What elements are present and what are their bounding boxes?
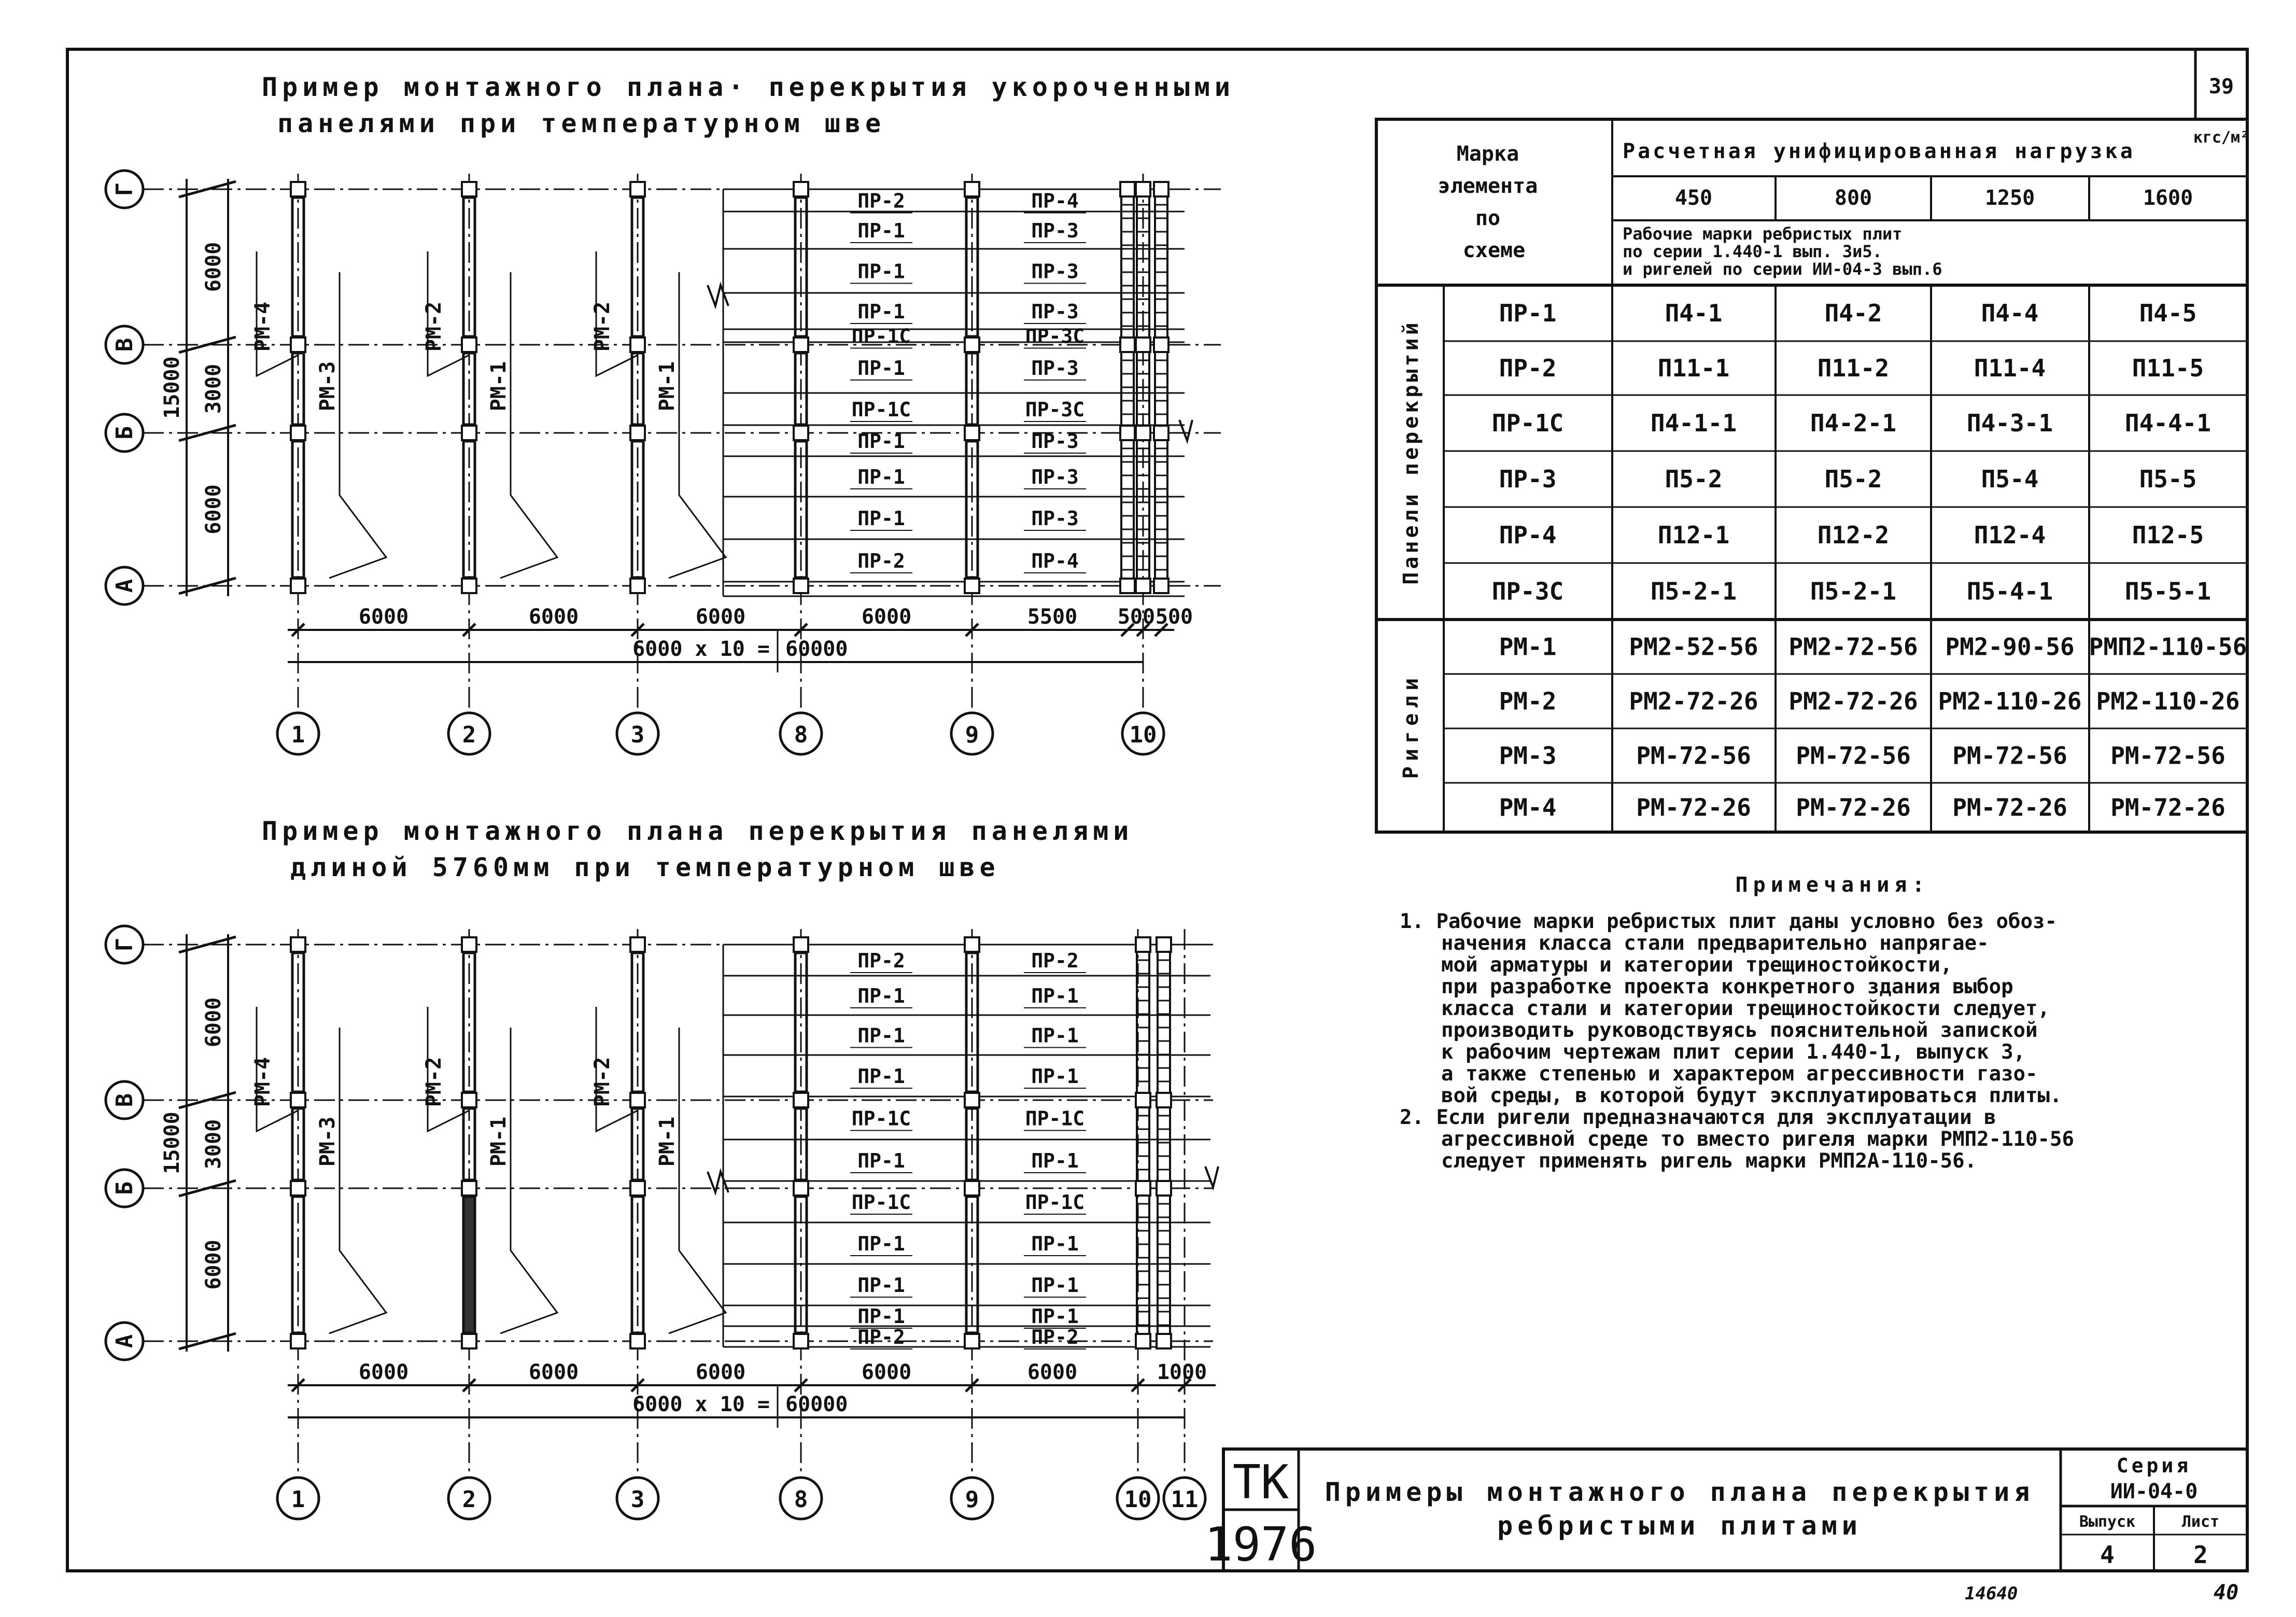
beam-label: РМ-2 (422, 301, 446, 352)
slab-label: ПР-3 (1031, 466, 1079, 488)
table-cell: П11-2 (1817, 354, 1890, 382)
note-line: агрессивной среде то вместо ригеля марки РМП2-110-56 (1441, 1128, 2074, 1151)
slab-label: ПР-1 (1031, 1274, 1079, 1297)
stamp-org: ТК (1232, 1455, 1289, 1510)
table-cell: П11-1 (1657, 354, 1730, 382)
slab-label: ПР-3 (1031, 507, 1079, 530)
slab-label: ПР-1 (857, 219, 905, 242)
slab-label: ПР-1 (857, 300, 905, 323)
notes-heading: Примечания: (1735, 873, 1930, 897)
table-cell: П11-5 (2132, 354, 2204, 382)
stamp-issue-value: 4 (2100, 1541, 2115, 1569)
slab-label: ПР-1 (857, 507, 905, 530)
stamp-title-line2: ребристыми плитами (1497, 1511, 1862, 1541)
table-cell: РМ-72-56 (1636, 741, 1751, 770)
note-line: мой арматуры и категории трещиностойкости, (1441, 953, 1953, 977)
stamp-title-line1: Примеры монтажного плана перекрытия (1325, 1477, 2035, 1507)
beam-label: РМ-3 (316, 1116, 340, 1167)
note-line: при разработке проекта конкретного здания выбор (1441, 975, 2013, 999)
beam-label: РМ-1 (487, 361, 511, 412)
vertical-dimension: 6000 (202, 997, 226, 1048)
table-cell: П5-5-1 (2124, 577, 2212, 606)
table-row-mark: ПР-2 (1499, 354, 1557, 382)
table-rows (1492, 299, 2247, 822)
load-800: 800 (1834, 186, 1872, 210)
note-line: к рабочим чертежам плит серии 1.440-1, выпуск 3, (1441, 1040, 2026, 1064)
horizontal-dimension: 500 (1155, 605, 1193, 629)
plan-2 (106, 816, 1218, 1519)
stamp-year: 1976 (1204, 1517, 1317, 1572)
slab-label: ПР-3 (1031, 300, 1079, 323)
table-cell: П4-2-1 (1810, 409, 1897, 437)
slab-label: ПР-1 (857, 357, 905, 379)
beam-label: РМ-4 (251, 301, 275, 352)
horizontal-dimension: 6000 (358, 605, 409, 629)
table-cell: РМ-72-26 (1636, 793, 1751, 822)
horizontal-dimension: 5500 (1027, 605, 1078, 629)
slab-label: ПР-3 (1031, 260, 1079, 283)
table-cell: П4-3-1 (1966, 409, 2053, 437)
beam-label: РМ-2 (590, 1057, 614, 1107)
table-cell: П12-4 (1974, 521, 2046, 549)
slab-label: ПР-1С (1025, 1191, 1085, 1214)
load-header: Расчетная унифицированная нагрузка (1623, 139, 2135, 163)
slab-label: ПР-2 (857, 1326, 905, 1348)
table-row-mark: ПР-1С (1491, 409, 1564, 437)
table-cell: П4-1-1 (1650, 409, 1737, 437)
beam-label: РМ-2 (422, 1057, 446, 1107)
table-cell: РМ-72-56 (2110, 741, 2225, 770)
axis-col-label: 8 (794, 722, 808, 748)
plan-1 (106, 72, 1235, 754)
slab-label: ПР-1С (851, 325, 911, 348)
axis-row-label: Б (111, 1181, 138, 1196)
slab-label: ПР-1 (857, 1065, 905, 1088)
group-beams-label: Ригели (1399, 672, 1423, 779)
slab-label: ПР-1 (1031, 1149, 1079, 1172)
notes (1400, 873, 2074, 1173)
note-line: а также степенью и характером агрессивности газо- (1441, 1062, 2038, 1086)
axis-col-label: 9 (965, 722, 979, 748)
table-cell: РМ2-110-26 (1938, 687, 2082, 715)
total-dimension-label: 6000 x 10 = (632, 1393, 770, 1416)
note-line: 1. Рабочие марки ребристых плит даны условно без обоз- (1400, 910, 2057, 933)
specification-table (1376, 119, 2249, 832)
axis-row-label: Б (111, 426, 138, 440)
total-dimension-label: 6000 x 10 = (632, 637, 770, 661)
load-unit: кгс/м² (2193, 129, 2250, 147)
stamp-series-label: Серия (2116, 1454, 2192, 1477)
slab-label: ПР-3 (1031, 430, 1079, 453)
table-row-mark: ПР-4 (1499, 521, 1557, 549)
axis-col-label: 10 (1124, 1486, 1152, 1513)
axis-col-label: 9 (965, 1486, 979, 1513)
axis-row-label: В (111, 1093, 138, 1107)
total-dimension-value: 60000 (785, 1393, 848, 1416)
table-cell: П5-2 (1665, 465, 1723, 493)
axis-row-label: А (111, 1334, 138, 1348)
plan2-title-line1: Пример монтажного плана перекрытия панелями (262, 816, 1134, 846)
axis-row-label: А (111, 579, 138, 593)
mark-header: Марка элемента по схеме (1438, 142, 1538, 262)
horizontal-dimension: 6000 (861, 1360, 912, 1384)
slab-label: ПР-1 (857, 1024, 905, 1047)
table-cell: РМП2-110-56 (2089, 632, 2247, 661)
axis-col-label: 1 (291, 1486, 305, 1513)
axis-col-label: 10 (1129, 722, 1157, 748)
vertical-dimension: 6000 (202, 1240, 226, 1290)
table-cell: РМ-72-26 (1796, 793, 1911, 822)
axis-col-label: 2 (462, 722, 476, 748)
slab-label: ПР-1С (851, 398, 911, 421)
axis-col-label: 1 (291, 722, 305, 748)
slab-label: ПР-1 (857, 260, 905, 283)
beam-label: РМ-1 (655, 361, 679, 412)
plan1-title-line1: Пример монтажного плана· перекрытия укороченными (262, 72, 1235, 102)
axis-row-label: Г (111, 937, 138, 952)
table-cell: РМ2-72-26 (1629, 687, 1758, 715)
axis-col-label: 2 (462, 1486, 476, 1513)
horizontal-dimension: 1000 (1157, 1360, 1207, 1384)
note-line: начения класса стали предварительно напрягае- (1441, 932, 1989, 955)
plan1-title-line2: панелями при температурном шве (277, 108, 886, 138)
vertical-dimension: 3000 (202, 363, 226, 414)
slab-label: ПР-3С (1025, 325, 1085, 348)
table-cell: П5-4 (1981, 465, 2039, 493)
table-row-mark: РМ-1 (1499, 632, 1557, 661)
table-cell: П4-2 (1824, 299, 1882, 327)
note-line: производить руководствуясь пояснительной запиской (1441, 1019, 2038, 1042)
load-1250: 1250 (1984, 186, 2035, 210)
total-dimension-value: 60000 (785, 637, 848, 661)
stamp-sheet-value: 2 (2193, 1541, 2208, 1569)
slab-label: ПР-1С (851, 1191, 911, 1214)
axis-row-label: Г (111, 182, 138, 196)
table-note-line3: и ригелей по серии ИИ-04-3 вып.6 (1623, 259, 1942, 279)
horizontal-dimension: 6000 (695, 1360, 746, 1384)
beam (463, 1197, 475, 1333)
table-cell: П5-4-1 (1966, 577, 2053, 606)
horizontal-dimension: 500 (1117, 605, 1156, 629)
slab-label: ПР-3 (1031, 219, 1079, 242)
plan2-title-line2: длиной 5760мм при температурном шве (290, 852, 1000, 882)
axis-col-label: 3 (630, 1486, 645, 1513)
axis-col-label: 11 (1171, 1486, 1199, 1513)
table-cell: П4-4 (1981, 299, 2039, 327)
slab-label: ПР-1 (857, 1274, 905, 1297)
slab-label: ПР-2 (857, 550, 905, 572)
horizontal-dimension: 6000 (861, 605, 912, 629)
slab-label: ПР-1 (1031, 985, 1079, 1007)
title-block (1205, 1449, 2247, 1572)
table-cell: П5-2-1 (1810, 577, 1897, 606)
table-cell: РМ2-72-56 (1788, 632, 1918, 661)
table-note-line2: по серии 1.440-1 вып. 3и5. (1623, 242, 1882, 261)
load-450: 450 (1674, 186, 1713, 210)
table-row-mark: ПР-1 (1499, 299, 1557, 327)
table-cell: П12-1 (1657, 521, 1730, 549)
slab-label: ПР-1 (1031, 1024, 1079, 1047)
beam-label: РМ-3 (316, 361, 340, 412)
slab-label: ПР-2 (857, 949, 905, 972)
slab-label: ПР-1 (857, 466, 905, 488)
axis-row-label: В (111, 338, 138, 352)
table-cell: РМ2-110-26 (2096, 687, 2240, 715)
slab-label: ПР-2 (857, 189, 905, 213)
table-cell: РМ2-72-26 (1788, 687, 1918, 715)
axis-col-label: 8 (794, 1486, 808, 1513)
table-cell: РМ2-52-56 (1629, 632, 1758, 661)
slab-label: ПР-2 (1031, 1326, 1079, 1348)
table-cell: П5-2 (1824, 465, 1882, 493)
slab-label: ПР-1 (857, 1305, 905, 1328)
overall-dimension: 15000 (160, 1112, 184, 1174)
horizontal-dimension: 6000 (528, 1360, 579, 1384)
slab-label: ПР-1 (1031, 1305, 1079, 1328)
table-cell: РМ-72-26 (1952, 793, 2067, 822)
table-row-mark: РМ-2 (1499, 687, 1557, 715)
slab-label: ПР-2 (1031, 949, 1079, 972)
vertical-dimension: 6000 (202, 242, 226, 292)
axis-col-label: 3 (630, 722, 645, 748)
stamp-series-value: ИИ-04-0 (2110, 1480, 2198, 1503)
horizontal-dimension: 6000 (1027, 1360, 1078, 1384)
table-cell: П5-5 (2139, 465, 2197, 493)
table-cell: П4-1 (1665, 299, 1723, 327)
vertical-dimension: 3000 (202, 1119, 226, 1170)
slab-label: ПР-1 (857, 1232, 905, 1255)
table-cell: П4-5 (2139, 299, 2197, 327)
table-row-mark: РМ-4 (1499, 793, 1557, 822)
horizontal-dimension: 6000 (358, 1360, 409, 1384)
stamp-sheet-label: Лист (2181, 1513, 2220, 1531)
note-line: вой среды, в которой будут эксплуатироваться плиты. (1441, 1084, 2062, 1107)
slab-label: ПР-1С (1025, 1107, 1085, 1130)
table-row-mark: ПР-3 (1499, 465, 1557, 493)
slab-label: ПР-1 (857, 430, 905, 453)
slab-label: ПР-1С (851, 1107, 911, 1130)
table-cell: П5-2-1 (1650, 577, 1737, 606)
table-cell: РМ2-90-56 (1945, 632, 2075, 661)
slab-label: ПР-1 (1031, 1232, 1079, 1255)
note-line: класса стали и категории трещиностойкости следует, (1441, 997, 2050, 1020)
archive-number: 14640 (1965, 1583, 2018, 1604)
slab-label: ПР-1 (857, 1149, 905, 1172)
table-cell: РМ-72-56 (1952, 741, 2067, 770)
beam-label: РМ-2 (590, 301, 614, 352)
sheet-number: 39 (2208, 75, 2234, 99)
slab-label: ПР-1 (857, 985, 905, 1007)
horizontal-dimension: 6000 (695, 605, 746, 629)
horizontal-dimension: 6000 (528, 605, 579, 629)
slab-label: ПР-4 (1031, 189, 1079, 213)
load-1600: 1600 (2143, 186, 2193, 210)
table-cell: РМ-72-56 (1796, 741, 1911, 770)
table-cell: РМ-72-26 (2110, 793, 2225, 822)
beam-label: РМ-1 (487, 1116, 511, 1167)
vertical-dimension: 6000 (202, 484, 226, 535)
page-number: 40 (2214, 1581, 2239, 1605)
stamp-issue-label: Выпуск (2079, 1513, 2136, 1531)
slab-label: ПР-1 (1031, 1065, 1079, 1088)
table-cell: П11-4 (1974, 354, 2046, 382)
table-cell: П4-4-1 (2124, 409, 2212, 437)
note-line: следует применять ригель марки РМП2А-110-56. (1441, 1149, 1977, 1173)
table-cell: П12-5 (2132, 521, 2204, 549)
table-cell: П12-2 (1817, 521, 1890, 549)
note-line: 2. Если ригели предназначаются для эксплуатации в (1400, 1106, 1996, 1129)
group-panels-label: Панели перекрытий (1399, 319, 1423, 585)
table-row-mark: ПР-3С (1491, 577, 1564, 606)
table-row-mark: РМ-3 (1499, 741, 1557, 770)
beam-label: РМ-1 (655, 1116, 679, 1167)
slab-label: ПР-3 (1031, 357, 1079, 379)
slab-label: ПР-3С (1025, 398, 1085, 421)
overall-dimension: 15000 (160, 356, 184, 419)
beam-label: РМ-4 (251, 1057, 275, 1107)
slab-label: ПР-4 (1031, 550, 1079, 572)
table-note-line1: Рабочие марки ребристых плит (1623, 224, 1903, 244)
